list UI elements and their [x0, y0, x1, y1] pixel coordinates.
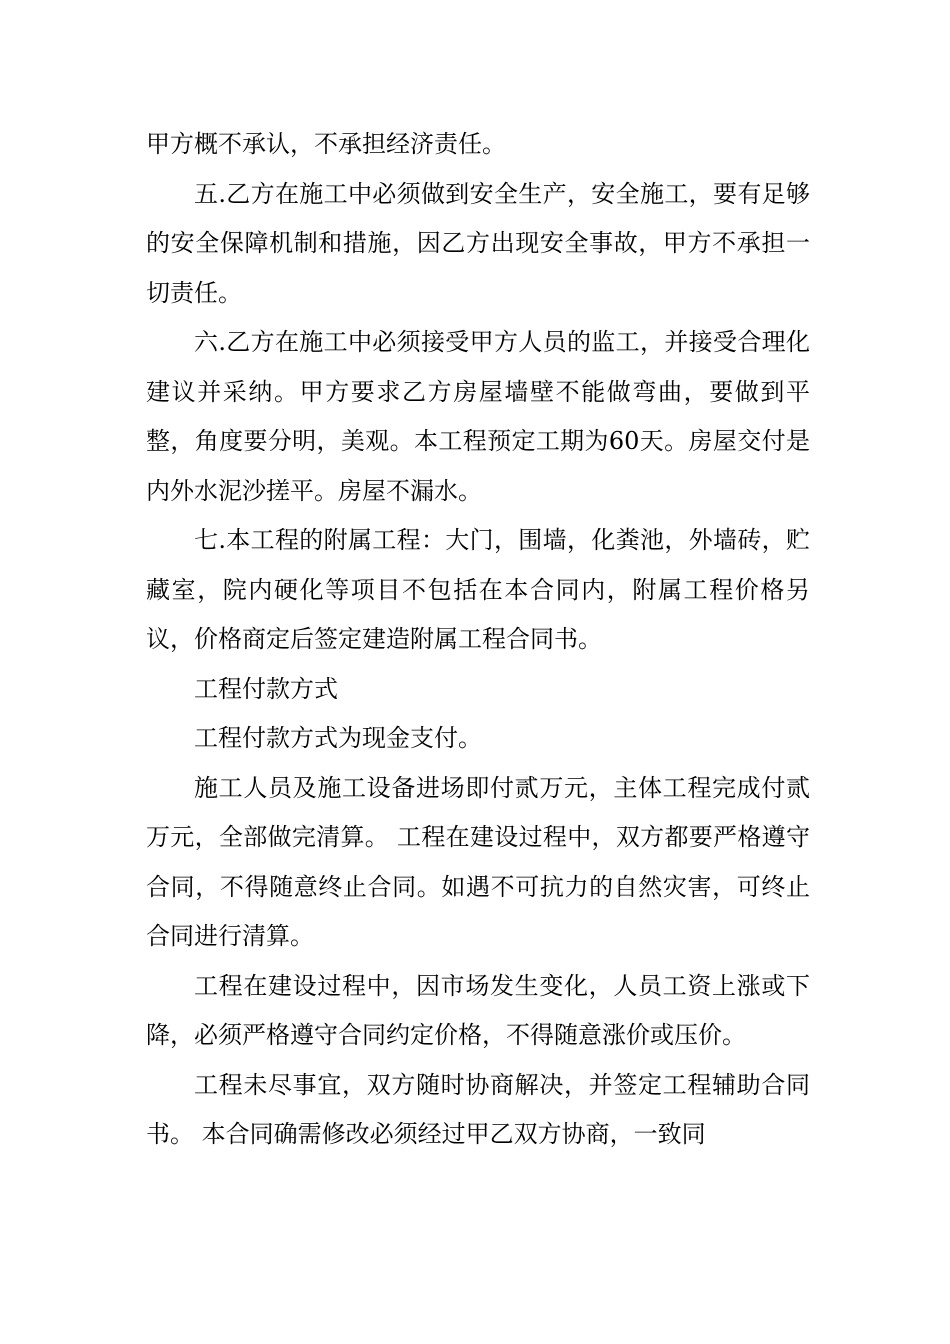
paragraph-unresolved-matters: 工程未尽事宜，双方随时协商解决，并签定工程辅助合同书。 本合同确需修改必须经过甲乙双方协商，一致同: [146, 1070, 810, 1148]
section-heading-payment: 工程付款方式: [194, 674, 338, 703]
paragraph-clause-5-safety: 五.乙方在施工中必须做到安全生产，安全施工，要有足够的安全保障机制和措施，因乙方出现安全事故，甲方不承担一切责任。: [146, 179, 810, 307]
paragraph-payment-schedule: 施工人员及施工设备进场即付贰万元，主体工程完成付贰万元，全部做完清算。 工程在建设过程中，双方都要严格遵守合同，不得随意终止合同。如遇不可抗力的自然灾害，可终止合同进行清算。: [146, 773, 810, 950]
paragraph-price-lock: 工程在建设过程中，因市场发生变化，人员工资上涨或下降，必须严格遵守合同约定价格，不得随意涨价或压价。: [146, 971, 810, 1049]
paragraph-clause-6-supervision: 六.乙方在施工中必须接受甲方人员的监工，并接受合理化建议并采纳。甲方要求乙方房屋墙壁不能做弯曲，要做到平整，角度要分明，美观。本工程预定工期为60天。房屋交付是内外水泥沙搓平。房屋不漏水。: [146, 328, 810, 505]
paragraph-liability-continuation: 甲方概不承认，不承担经济责任。: [146, 130, 506, 158]
document-page: [146, 120, 810, 1160]
paragraph-clause-7-ancillary: 七.本工程的附属工程：大门，围墙，化粪池，外墙砖，贮藏室，院内硬化等项目不包括在本合同内，附属工程价格另议，价格商定后签定建造附属工程合同书。: [146, 526, 810, 653]
paragraph-payment-method: 工程付款方式为现金支付。: [194, 724, 482, 752]
